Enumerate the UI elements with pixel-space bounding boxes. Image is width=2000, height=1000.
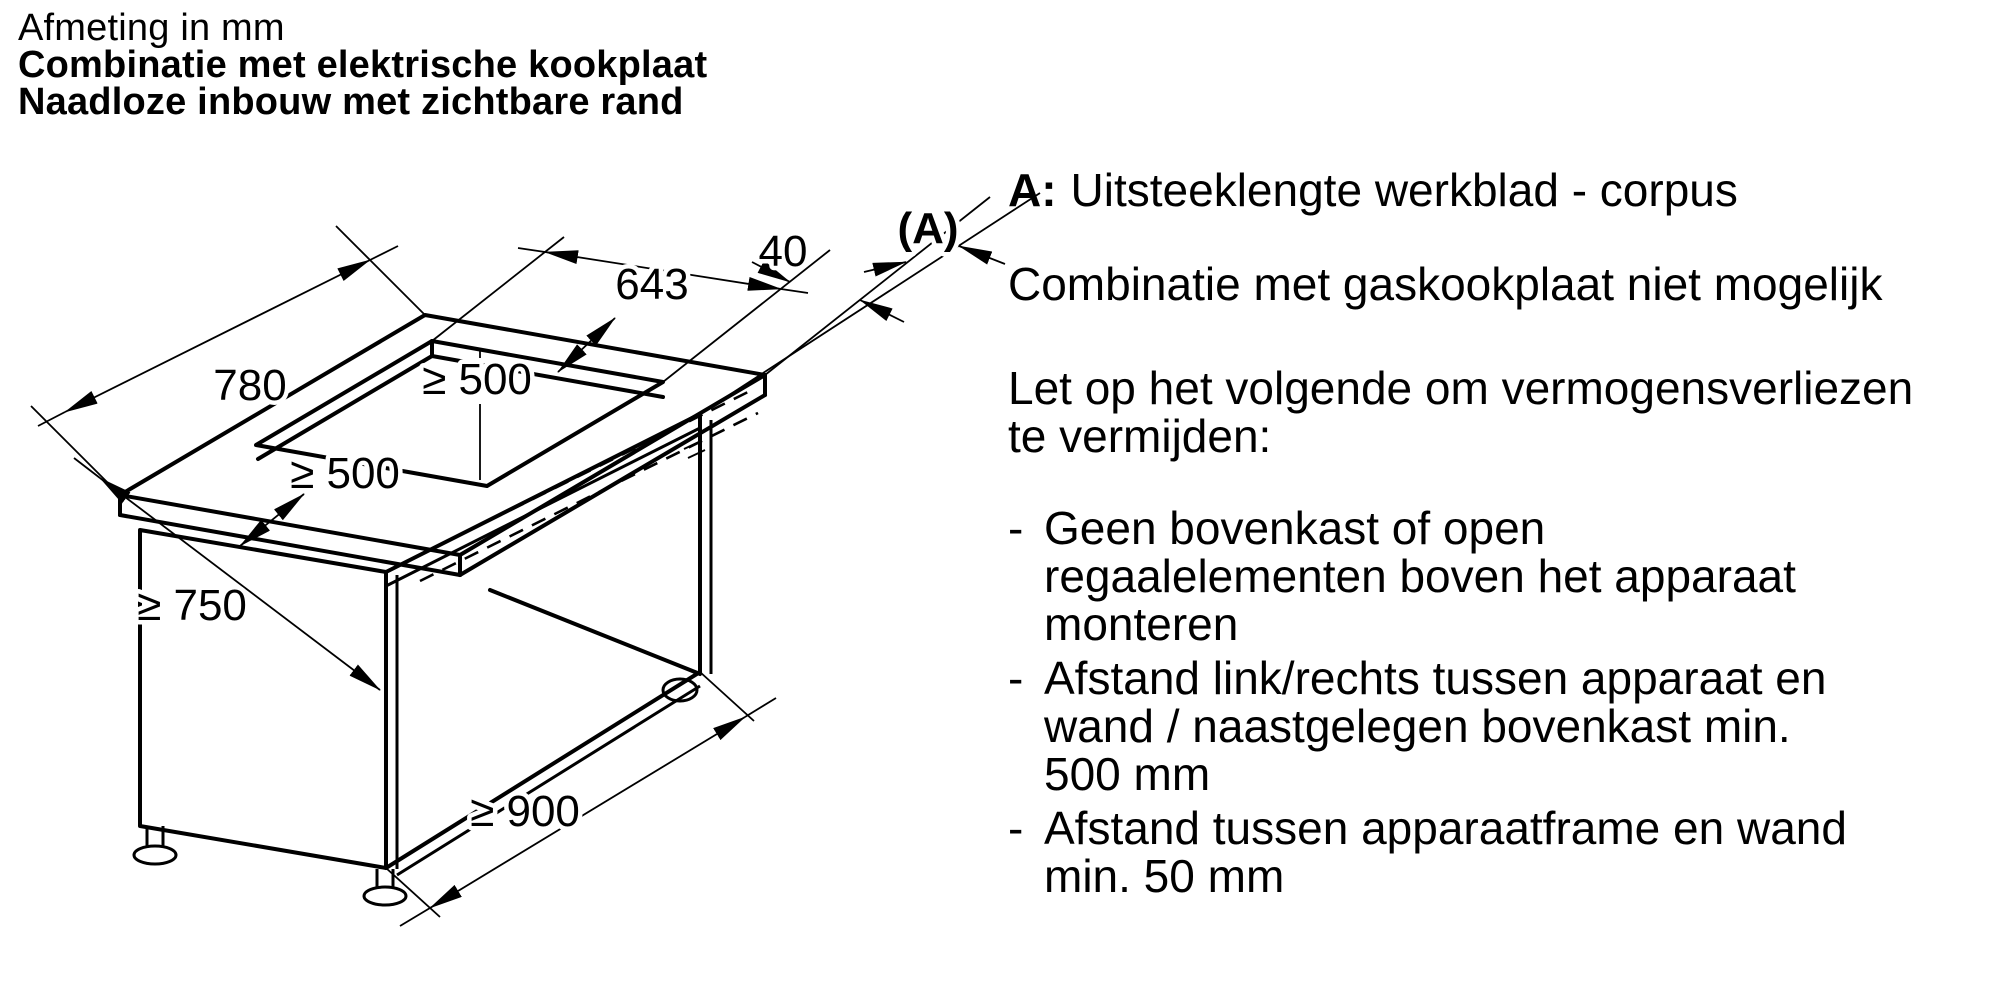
note-gas-hob: Combinatie met gaskookplaat niet mogelijk	[1008, 258, 1883, 310]
bullet-2-line-3: 500 mm	[1044, 748, 1211, 800]
bullet-dash: -	[1008, 802, 1024, 854]
installation-diagram	[0, 130, 1100, 1000]
bullet-3-line-2: min. 50 mm	[1044, 850, 1285, 902]
note-power-loss-line-1: Let op het volgende om vermogensverliezen	[1008, 362, 1914, 414]
title-line-1: Combinatie met elektrische kookplaat	[18, 44, 708, 86]
list-item	[1008, 804, 1973, 900]
bullet-2-line-1: Afstand link/rechts tussen apparaat en	[1044, 652, 1827, 704]
dim-label-750: ≥ 750	[137, 581, 247, 630]
bullet-1-line-3: monteren	[1044, 598, 1239, 650]
bullet-2-line-2: wand / naastgelegen bovenkast min.	[1044, 700, 1791, 752]
bullet-3-line-1: Afstand tussen apparaatframe en wand	[1044, 802, 1847, 854]
dimension-lines	[31, 193, 1040, 926]
worktop-top-face	[120, 315, 765, 555]
page-header	[18, 7, 708, 123]
title-line-2: Naadloze inbouw met zichtbare rand	[18, 81, 684, 123]
bullet-1-line-2: regaalelementen boven het apparaat	[1044, 550, 1796, 602]
note-power-loss-line-2: te vermijden:	[1008, 410, 1272, 462]
dim-label-643: 643	[615, 260, 689, 309]
dim-40	[752, 227, 904, 322]
bullet-1-line-1: Geen bovenkast of open	[1044, 502, 1546, 554]
bullet-dash: -	[1008, 652, 1024, 704]
legend-line	[1008, 166, 1973, 214]
dim-label-A: (A)	[897, 204, 959, 253]
units-note: Afmeting in mm	[18, 7, 285, 49]
dim-label-900: ≥ 900	[470, 787, 580, 836]
legend-text: Uitsteeklengte werkblad - corpus	[1070, 164, 1738, 216]
dim-label-500-lower: ≥ 500	[290, 449, 400, 498]
dim-A	[700, 193, 1040, 414]
notes-column	[1008, 166, 1973, 906]
bullet-dash: -	[1008, 502, 1024, 554]
requirements-list	[1008, 504, 1973, 900]
list-item	[1008, 654, 1973, 798]
dim-label-780: 780	[213, 361, 287, 410]
list-item	[1008, 504, 1973, 648]
corpus-cabinet	[134, 414, 711, 905]
note-power-loss	[1008, 364, 1973, 460]
dim-900	[386, 672, 776, 926]
dim-label-40: 40	[758, 227, 808, 276]
dim-label-500-upper: ≥ 500	[422, 355, 532, 404]
legend-key: A:	[1008, 164, 1057, 216]
